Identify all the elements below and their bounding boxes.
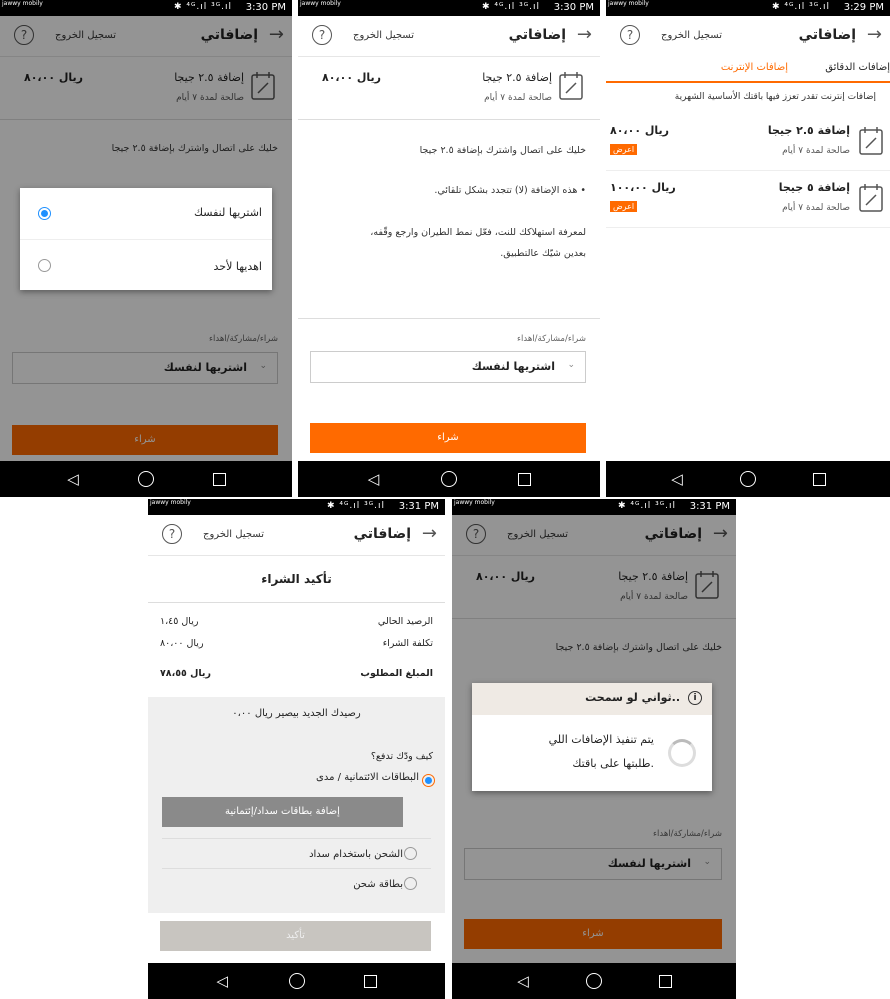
screen-confirm-purchase (148, 499, 445, 999)
addon-price: ريال ٨٠،٠٠ (610, 124, 670, 137)
purchase-type-select[interactable] (310, 351, 586, 383)
nav-recent-icon[interactable] (810, 470, 828, 488)
divider (298, 318, 600, 319)
info-icon: i (688, 691, 702, 705)
android-nav-bar (298, 461, 600, 497)
nav-back-icon[interactable]: ◁ (517, 972, 529, 990)
signal-icons: ✱ ⁴ᴳ.ıl ³ᴳ.ıl (772, 2, 830, 12)
logout-link[interactable]: تسجيل الخروج (661, 30, 723, 41)
pay-credit-label: البطاقات الائتمانية / مدى (316, 772, 419, 783)
help-icon[interactable]: ? (620, 25, 640, 45)
status-bar (452, 499, 736, 515)
signal-icons: ✱ ⁴ᴳ.ıl ³ᴳ.ıl (482, 2, 540, 12)
tab-minutes-addons[interactable]: إضافات الدقائق (825, 62, 890, 73)
option-label: اهديها لأحد (213, 260, 262, 273)
page-title: إضافاتي (798, 27, 856, 43)
pay-voucher-label: بطاقة شحن (353, 879, 403, 890)
help-icon[interactable]: ? (312, 25, 332, 45)
nav-recent-icon[interactable] (656, 972, 674, 990)
add-card-button[interactable]: إضافة بطاقات سداد/إئتمانية (162, 797, 403, 827)
nav-home-icon[interactable] (440, 470, 458, 488)
signal-icons: ✱ ⁴ᴳ.ıl ³ᴳ.ıl (618, 501, 676, 511)
signal-icons: ✱ ⁴ᴳ.ıl ³ᴳ.ıl (174, 2, 232, 12)
carrier-label: jawwy mobily (454, 499, 495, 506)
android-nav-bar (0, 461, 292, 497)
status-bar (606, 0, 890, 16)
chevron-down-icon: ⌄ (567, 360, 575, 370)
nav-home-icon[interactable] (585, 972, 603, 990)
app-header (148, 515, 445, 556)
option-gift[interactable] (20, 240, 272, 290)
pay-sadad-label: الشحن باستخدام سداد (309, 849, 403, 860)
select-value: اشتريها لنفسك (607, 857, 691, 870)
option-buy-self[interactable] (20, 188, 272, 240)
nav-home-icon[interactable] (137, 470, 155, 488)
nav-recent-icon[interactable] (362, 972, 380, 990)
page-title: إضافاتي (200, 27, 258, 43)
radio-unselected[interactable] (38, 259, 51, 272)
page-title: إضافاتي (644, 526, 702, 542)
clock: 3:30 PM (553, 2, 594, 13)
addon-validity: صالحة لمدة ٧ أيام (484, 93, 552, 103)
screen-addon-details (298, 0, 600, 497)
dialog-message-line2: طلبتها على باقتك. (572, 757, 654, 770)
addon-validity: صالحة لمدة ٧ أيام (620, 592, 688, 602)
back-arrow-icon[interactable]: → (712, 523, 728, 544)
balance-value: ريال ١،٤٥ (160, 616, 199, 627)
carrier-label: jawwy mobily (608, 0, 649, 7)
back-arrow-icon[interactable]: → (576, 24, 592, 45)
required-label: المبلغ المطلوب (360, 668, 433, 679)
screen-purchase-option-dialog (0, 0, 292, 497)
confirm-title: تأكيد الشراء (148, 556, 445, 603)
radio-sadad[interactable] (404, 847, 417, 860)
divider (162, 838, 431, 839)
purchase-option-dialog (20, 188, 272, 290)
usage-hint-line1: لمعرفة استهلاكك للنت، فعّل نمط الطيران وارجع وقّفه، (370, 227, 586, 238)
nav-home-icon[interactable] (739, 470, 757, 488)
android-nav-bar (452, 963, 736, 999)
loading-spinner-icon (668, 739, 696, 767)
dialog-header (472, 683, 712, 715)
addon-price: ريال ١٠٠،٠٠ (610, 181, 676, 194)
balance-label: الرصيد الحالي (377, 616, 433, 627)
ticket-icon (558, 71, 584, 101)
page-title: إضافاتي (353, 526, 411, 542)
carrier-label: jawwy mobily (150, 499, 191, 506)
processing-dialog (472, 683, 712, 791)
addon-validity: صالحة لمدة ٧ أيام (782, 146, 850, 156)
buy-button[interactable]: شراء (310, 423, 586, 453)
option-label: اشتريها لنفسك (194, 206, 262, 219)
cost-label: تكلفة الشراء (382, 638, 433, 649)
nav-back-icon[interactable]: ◁ (367, 470, 380, 488)
carrier-label: jawwy mobily (300, 0, 341, 7)
logout-link[interactable]: تسجيل الخروج (55, 30, 117, 41)
help-icon[interactable]: ? (466, 524, 486, 544)
addon-description: خليك على اتصال واشترك بإضافة ٢.٥ جيجا (555, 642, 722, 653)
view-offer-badge[interactable]: اعرض (610, 201, 637, 212)
android-nav-bar (148, 963, 445, 999)
addon-bullet: • هذه الإضافة (لا) تتجدد بشكل تلقائي. (434, 185, 586, 196)
select-value: اشتريها لنفسك (471, 360, 555, 373)
app-header (298, 16, 600, 57)
clock: 3:31 PM (689, 501, 730, 512)
nav-back-icon[interactable]: ◁ (671, 470, 683, 488)
radio-credit-card[interactable] (422, 774, 435, 787)
help-icon[interactable]: ? (162, 524, 182, 544)
radio-selected[interactable] (38, 207, 51, 220)
status-bar (298, 0, 600, 16)
pay-question: كيف ودّك تدفع؟ (370, 751, 433, 762)
usage-hint-line2: بعدين شيّك عالتطبيق. (500, 248, 586, 259)
select-label: شراء/مشاركة/اهداء (653, 829, 722, 839)
status-bar (148, 499, 445, 515)
list-item[interactable] (606, 114, 890, 171)
clock: 3:31 PM (398, 501, 439, 512)
addon-description: خليك على اتصال واشترك بإضافة ٢.٥ جيجا (111, 143, 278, 154)
clock: 3:29 PM (843, 2, 884, 13)
addon-name: إضافة ٢.٥ جيجا (482, 71, 552, 84)
addon-price: ريال ٨٠،٠٠ (24, 71, 84, 84)
status-bar (0, 0, 292, 16)
tab-internet-addons[interactable]: إضافات الإنترنت (720, 62, 788, 73)
new-balance-text: رصيدك الجديد بيصير ريال ٠،٠٠ (232, 708, 361, 719)
select-value: اشتريها لنفسك (163, 361, 247, 374)
addon-price: ريال ٨٠،٠٠ (476, 570, 536, 583)
nav-recent-icon[interactable] (516, 470, 534, 488)
confirm-button[interactable]: تأكيد (160, 921, 431, 951)
ticket-icon (858, 183, 884, 213)
logout-link[interactable]: تسجيل الخروج (507, 529, 569, 540)
dialog-title: ثواني لو سمحت.. (585, 691, 680, 704)
addon-name: إضافة ٥ جيجا (778, 181, 850, 194)
chevron-down-icon: ⌄ (703, 857, 711, 867)
screen-processing-dialog (452, 499, 736, 999)
addon-description: خليك على اتصال واشترك بإضافة ٢.٥ جيجا (419, 145, 586, 156)
help-icon[interactable]: ? (14, 25, 34, 45)
dialog-message-line1: يتم تنفيذ الإضافات اللي (548, 733, 654, 746)
logout-link[interactable]: تسجيل الخروج (203, 529, 265, 540)
ticket-icon (858, 126, 884, 156)
list-item[interactable] (606, 171, 890, 228)
bullet-text: هذه الإضافة (لا) تتجدد بشكل تلقائي. (434, 185, 578, 196)
nav-recent-icon[interactable] (210, 470, 228, 488)
app-header (606, 16, 890, 56)
screen-addons-list (606, 0, 890, 497)
clock: 3:30 PM (245, 2, 286, 13)
select-label: شراء/مشاركة/اهداء (517, 334, 586, 344)
view-offer-badge[interactable]: اعرض (610, 144, 637, 155)
back-arrow-icon[interactable]: → (421, 523, 437, 544)
addon-name: إضافة ٢.٥ جيجا (767, 124, 850, 137)
divider (162, 868, 431, 869)
intro-text: إضافات إنترنت تقدر تعزز فيها باقتك الأساسية الشهرية (674, 92, 876, 102)
radio-voucher[interactable] (404, 877, 417, 890)
android-nav-bar (606, 461, 890, 497)
buy-button[interactable]: شراء (464, 919, 722, 949)
nav-home-icon[interactable] (288, 972, 306, 990)
signal-icons: ✱ ⁴ᴳ.ıl ³ᴳ.ıl (327, 501, 385, 511)
addon-validity: صالحة لمدة ٧ أيام (176, 93, 244, 103)
addon-validity: صالحة لمدة ٧ أيام (782, 203, 850, 213)
addon-name: إضافة ٢.٥ جيجا (174, 71, 244, 84)
page-title: إضافاتي (508, 27, 566, 43)
carrier-label: jawwy mobily (2, 0, 43, 7)
addon-summary (298, 57, 600, 120)
nav-back-icon[interactable]: ◁ (67, 470, 79, 488)
addon-price: ريال ٨٠،٠٠ (322, 71, 382, 84)
back-arrow-icon[interactable]: → (268, 24, 284, 45)
chevron-down-icon: ⌄ (259, 361, 267, 371)
buy-button[interactable]: شراء (12, 425, 278, 455)
tab-bar (606, 57, 890, 83)
select-label: شراء/مشاركة/اهداء (209, 334, 278, 344)
logout-link[interactable]: تسجيل الخروج (353, 30, 415, 41)
addon-name: إضافة ٢.٥ جيجا (618, 570, 688, 583)
back-arrow-icon[interactable]: → (866, 24, 882, 45)
nav-back-icon[interactable]: ◁ (216, 972, 229, 990)
required-value: ريال ٧٨،٥٥ (160, 668, 211, 679)
cost-value: ريال ٨٠،٠٠ (160, 638, 204, 649)
